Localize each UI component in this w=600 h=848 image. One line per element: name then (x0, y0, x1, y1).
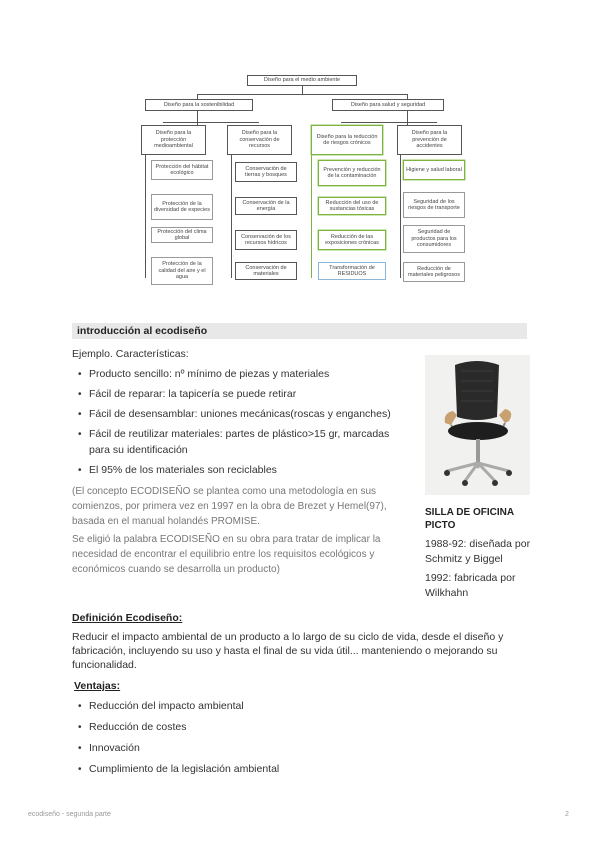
diagram-col2-item: Conservación de tierras y bosques (235, 162, 297, 182)
diagram-col4-item: Seguridad de productos para los consumidores (403, 225, 465, 253)
list-item: • Fácil de reutilizar materiales: partes de plástico>15 gr, marcadas (78, 428, 391, 441)
connector-line (311, 140, 312, 278)
diagram-col4-item: Higiene y salud laboral (403, 160, 465, 180)
note-1-line: comienzos, por primera vez en 1997 en la obra de Brezet y Hemel(97), (72, 501, 387, 512)
diagram-root: Diseño para el medio ambiente (247, 75, 357, 86)
office-chair-image (425, 355, 530, 495)
connector-line (400, 140, 401, 278)
list-item: • Reducción de costes (78, 721, 279, 734)
connector-line (302, 86, 303, 94)
example-list-end (78, 464, 277, 477)
diagram-col1-header: Diseño para la protección medioambiental (141, 125, 206, 155)
advantages-heading: Ventajas: (74, 680, 121, 692)
list-item: • Cumplimiento de la legislación ambiental (78, 763, 279, 776)
example-heading: Ejemplo. Características: (72, 348, 189, 360)
definition-line: Reducir el impacto ambiental de un producto a lo largo de su ciclo de vida, desde el diseño y (72, 631, 504, 643)
footer-title: ecodiseño - segunda parte (28, 811, 111, 818)
diagram-col2-item: Conservación de la energía (235, 197, 297, 215)
chair-caption-line: Schmitz y Biggel (425, 553, 503, 565)
list-item: • Fácil de reparar: la tapicería se puede retirar (78, 388, 391, 401)
diagram-col3-item: Prevención y reducción de la contaminación (318, 160, 386, 186)
diagram-col1-item: Protección del clima global (151, 227, 213, 243)
list-item: • El 95% de los materiales son reciclables (78, 464, 277, 477)
diagram-col3-item: Transformación de RESIDUOS (318, 262, 386, 280)
diagram-col1-item: Protección de la calidad del aire y el agua (151, 257, 213, 285)
note-2-line: económicos cuando se desarrolla un producto) (72, 564, 280, 575)
connector-line (197, 94, 407, 95)
diagram-col2-item: Conservación de materiales (235, 262, 297, 280)
ecodesign-diagram (135, 70, 470, 295)
list-item: • Fácil de desensamblar: uniones mecánicas(roscas y enganches) (78, 408, 391, 421)
diagram-col1-item: Protección de la diversidad de especies (151, 194, 213, 220)
diagram-col2-item: Conservación de los recursos hídricos (235, 230, 297, 250)
chair-caption-line: Wilkhahn (425, 587, 469, 599)
diagram-col2-header: Diseño para la conservación de recursos (227, 125, 292, 155)
page-number: 2 (565, 811, 569, 818)
list-item-continuation: para su identificación (89, 444, 188, 456)
note-2-line: necesidad de encontrar el equilibrio entre los requisitos ecológicos y (72, 549, 375, 560)
note-2-line: Se eligió la palabra ECODISEÑO en su obra para tratar de implicar la (72, 534, 381, 545)
definition-line: funcionalidad. (72, 659, 137, 671)
chair-caption-line: 1988-92: diseñada por (425, 538, 531, 550)
chair-caption-line: 1992: fabricada por (425, 572, 516, 584)
connector-line (341, 122, 437, 123)
connector-line (163, 122, 259, 123)
diagram-left-branch: Diseño para la sostenibilidad (145, 99, 253, 111)
diagram-col4-header: Diseño para la prevención de accidentes (397, 125, 462, 155)
diagram-col4-item: Reducción de materiales peligrosos (403, 262, 465, 282)
section-header (72, 323, 527, 339)
example-list (78, 368, 391, 441)
list-item: • Reducción del impacto ambiental (78, 700, 279, 713)
advantages-list (78, 700, 279, 776)
chair-title-line: PICTO (425, 520, 456, 531)
definition-heading: Definición Ecodiseño: (72, 612, 183, 624)
connector-line (145, 140, 146, 278)
definition-line: fabricación, incluyendo su uso y hasta el final de su vida útil... manteniendo o mejorando su (72, 645, 498, 657)
note-1-line: (El concepto ECODISEÑO se plantea como una metodología en sus (72, 486, 377, 497)
office-chair-illustration (425, 355, 530, 495)
diagram-right-branch: Diseño para salud y seguridad (332, 99, 444, 111)
connector-line (231, 140, 232, 278)
list-item: • Producto sencillo: nº mínimo de piezas y materiales (78, 368, 391, 381)
diagram-col4-item: Seguridad de los riesgos de transporte (403, 192, 465, 218)
chair-title (425, 506, 535, 532)
diagram-col3-item: Reducción del uso de sustancias tóxicas (318, 197, 386, 215)
diagram-col3-header: Diseño para la reducción de riesgos crónicos (311, 125, 383, 155)
list-item: • Innovación (78, 742, 279, 755)
section-title: introducción al ecodiseño (77, 325, 208, 337)
note-1-line: basada en el manual holandés PROMISE. (72, 516, 260, 527)
diagram-col1-item: Protección del hábitat ecológico (151, 160, 213, 180)
chair-title-line: SILLA DE OFICINA (425, 507, 515, 518)
diagram-col3-item: Reducción de las exposiciones crónicas (318, 230, 386, 250)
